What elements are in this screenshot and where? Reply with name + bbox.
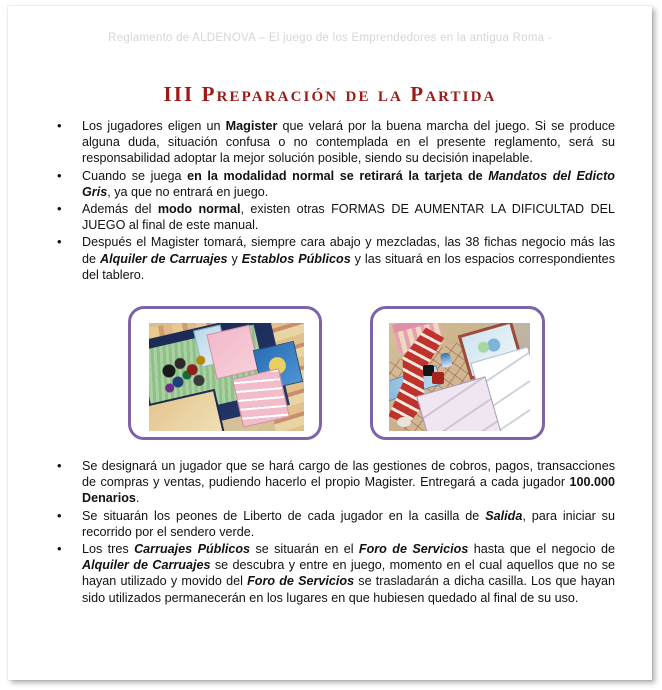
document-page xyxy=(8,6,652,680)
photo-board-path xyxy=(389,323,530,431)
photo-stone-token xyxy=(397,417,411,427)
photo-frame-board-path xyxy=(370,306,545,440)
bullet-list-top xyxy=(8,118,652,284)
bullet-carruajes-publicos: • Los tres Carruajes Públicos se situarán en el Foro de Servicios hasta que el negocio de Alquiler de Carruajes se descubra y entre en juego, momento en el cual aquellos que no se hayan utilizado y movido del Foro de Servicios se trasladarán a dicha casilla. Los que hayan sido utilizados permanecerán en los lugares en que hubiesen quedado al final de su uso. xyxy=(8,541,652,606)
photo-frame-board-overview xyxy=(128,306,322,440)
bullet-banquero: • Se designará un jugador que se hará cargo de las gestiones de cobros, pagos, transacciones de compras y ventas, pudiendo hacerlo el propio Magister. Entregará a cada jugador 100.000 Denarios. xyxy=(8,458,652,507)
bullet-modalidad-normal: • Cuando se juega en la modalidad normal se retirará la tarjeta de Mandatos del Edicto Gris, ya que no entrará en juego. xyxy=(8,168,652,200)
photo-board-overview xyxy=(149,323,304,431)
bullet-fichas-negocio: • Después el Magister tomará, siempre cara abajo y mezcladas, las 38 fichas negocio más las de Alquiler de Carruajes y Establos Públicos y las situará en los espacios correspondientes del tablero. xyxy=(8,234,652,283)
photo-dice xyxy=(423,365,445,385)
bullet-peones-liberto: • Se situarán los peones de Liberto de cada jugador en la casilla de Salida, para iniciar su recorrido por el sendero verde. xyxy=(8,508,652,540)
bullet-modo-normal: • Además del modo normal, existen otras FORMAS DE AUMENTAR LA DIFICULTAD DEL JUEGO al final de este manual. xyxy=(8,201,652,233)
image-row xyxy=(8,306,652,446)
bullet-list-bottom xyxy=(8,458,652,607)
page-title: III Preparación de la Partida xyxy=(163,82,497,106)
running-header: Reglamento de ALDENOVA – El juego de los Emprendedores en la antigua Roma - xyxy=(108,32,552,44)
bullet-magister: • Los jugadores eligen un Magister que velará por la buena marcha del juego. Si se produce alguna duda, situación confusa o no contemplada en el presente reglamento, será su responsabilidad adoptar la mejor solución posible, siendo su decisión inapelable. xyxy=(8,118,652,167)
